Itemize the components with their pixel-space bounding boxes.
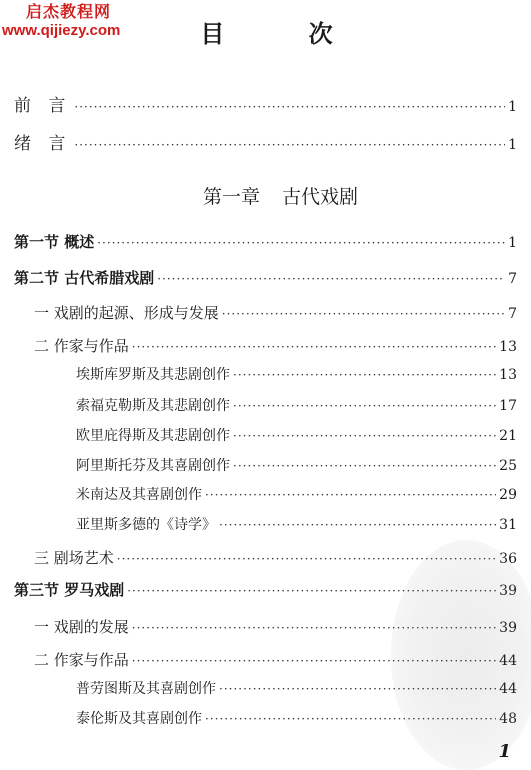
toc-label: 普劳图斯及其喜剧创作 <box>76 681 216 697</box>
toc-page: 48 <box>499 711 517 727</box>
toc-label: 埃斯库罗斯及其悲剧创作 <box>76 367 230 383</box>
library-stamp <box>391 540 531 770</box>
leader-dots <box>233 453 496 479</box>
toc-entry-item <box>76 393 517 419</box>
toc-label: 二 作家与作品 <box>34 651 129 669</box>
chapter-number: 第一章 <box>202 186 260 208</box>
toc-page: 21 <box>499 428 517 444</box>
toc-label: 三 剧场艺术 <box>34 549 114 567</box>
leader-dots <box>74 94 505 120</box>
toc-page: 31 <box>499 517 517 533</box>
page-number: 1 <box>498 741 511 762</box>
leader-dots <box>219 512 496 538</box>
toc-label: 米南达及其喜剧创作 <box>76 487 202 503</box>
toc-page: 39 <box>499 620 517 636</box>
leader-dots <box>74 132 505 158</box>
toc-page: 17 <box>499 398 517 414</box>
toc-entry-item <box>76 423 517 449</box>
toc-label: 前 言 <box>14 96 72 116</box>
toc-label: 泰伦斯及其喜剧创作 <box>76 711 202 727</box>
toc-entry-subsection <box>34 333 517 359</box>
toc-label: 第二节 古代希腊戏剧 <box>14 269 155 287</box>
leader-dots <box>222 301 505 327</box>
toc-page: 25 <box>499 458 517 474</box>
toc-page: 44 <box>499 681 517 697</box>
leader-dots <box>233 423 496 449</box>
toc-entry-item <box>76 482 517 508</box>
watermark-url: www.qijiezy.com <box>2 22 121 39</box>
watermark-site-name: 启杰教程网 <box>26 4 112 21</box>
leader-dots <box>233 393 496 419</box>
toc-entry-item <box>76 453 517 479</box>
toc-entry-introduction <box>14 131 517 157</box>
toc-entry-section <box>14 265 517 291</box>
toc-page: 44 <box>499 653 517 669</box>
toc-entry-item <box>76 362 517 388</box>
toc-label: 绪 言 <box>14 134 72 154</box>
chapter-name: 古代戏剧 <box>282 186 359 208</box>
toc-label: 第一节 概述 <box>14 233 95 251</box>
leader-dots <box>233 362 496 388</box>
toc-page: 13 <box>499 339 517 355</box>
toc-page: 13 <box>499 367 517 383</box>
toc-label: 亚里斯多德的《诗学》 <box>76 517 216 533</box>
toc-page: 39 <box>499 583 517 599</box>
toc-page: 36 <box>499 551 517 567</box>
toc-label: 阿里斯托芬及其喜剧创作 <box>76 458 230 474</box>
leader-dots <box>205 482 496 508</box>
toc-entry-subsection <box>34 300 517 326</box>
toc-page: 29 <box>499 487 517 503</box>
toc-label: 索福克勒斯及其悲剧创作 <box>76 398 230 414</box>
toc-label: 二 作家与作品 <box>34 337 129 355</box>
toc-entry-item <box>76 512 517 538</box>
toc-page: 7 <box>508 271 517 287</box>
toc-page: 1 <box>508 137 517 153</box>
leader-dots <box>132 334 496 360</box>
leader-dots <box>157 266 505 292</box>
toc-page: 1 <box>508 99 517 115</box>
toc-label: 一 戏剧的起源、形成与发展 <box>34 304 219 322</box>
toc-entry-section <box>14 229 517 255</box>
toc-label: 欧里庇得斯及其悲剧创作 <box>76 428 230 444</box>
toc-entry-preface <box>14 93 517 119</box>
leader-dots <box>97 230 505 256</box>
page-title: 目 次 <box>200 20 371 48</box>
chapter-heading <box>0 182 531 209</box>
toc-page: 1 <box>508 235 517 251</box>
toc-label: 一 戏剧的发展 <box>34 618 129 636</box>
toc-page: 7 <box>508 306 517 322</box>
toc-label: 第三节 罗马戏剧 <box>14 581 125 599</box>
